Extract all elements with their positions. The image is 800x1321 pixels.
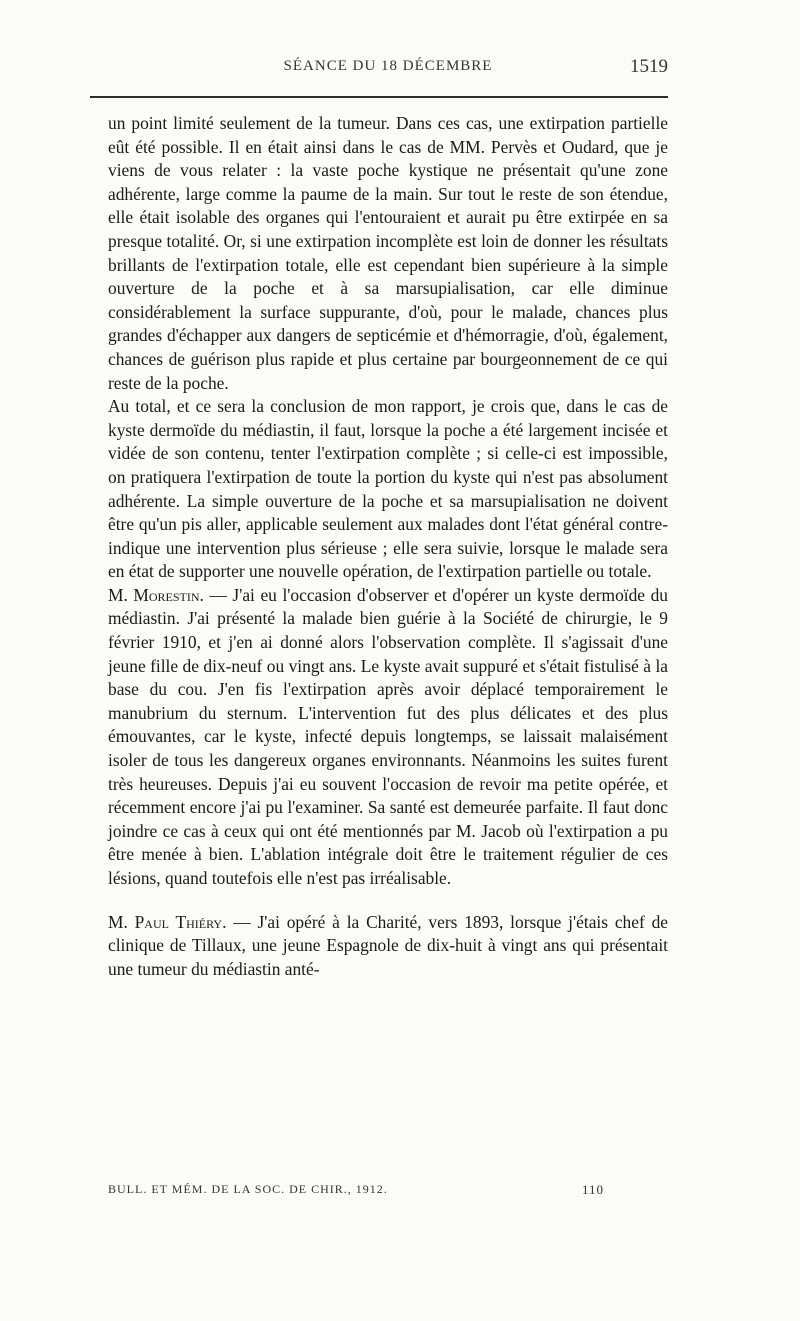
- paragraph-text: un point limité seulement de la tumeur. Dans ces cas, une extirpation partielle eût été possible. Il en était ainsi dans le cas de MM. Pervès et Oudard, que je viens de vous relater : la vaste poche kystique ne présentait qu'une zone adhérente, large comme la paume de la main. Sur tout le reste de son étendue, elle était isolable des organes qui l'entouraient et aurait pu être extirpée en sa presque totalité. Or, si une extirpation incomplète est loin de donner les résultats brillants de l'extirpation totale, elle est cependant bien supérieure à la simple ouverture de la poche et à sa marsupialisation, car elle diminue considérablement la surface suppurante, d'où, pour le malade, chances plus grandes d'échapper aux dangers de septicémie et d'hémorragie, d'où, également, chances de guérison plus rapide et plus certaine par bourgeonnement de ce qui reste de la poche.: [108, 113, 668, 393]
- paragraph-thiery: [108, 911, 668, 982]
- article-body: [108, 112, 668, 981]
- paragraph-morestin: [108, 584, 668, 891]
- page-header: [108, 58, 668, 88]
- header-rule: [90, 96, 668, 98]
- speaker-name: M. Paul Thiéry.: [108, 911, 227, 932]
- paragraph-text: — J'ai opéré à la Charité, vers 1893, lorsque j'étais chef de clinique de Tillaux, une jeune Espagnole de dix-huit à vingt ans qui présentait une tumeur du médiastin anté-: [108, 911, 668, 979]
- running-title: SÉANCE DU 18 DÉCEMBRE: [283, 58, 493, 74]
- bulletin-reference: BULL. ET MÉM. DE LA SOC. DE CHIR., 1912.: [108, 1182, 388, 1196]
- paragraph-conclusion: [108, 395, 668, 584]
- speaker-name: M. Morestin.: [108, 584, 204, 605]
- paragraph-text: — J'ai eu l'occasion d'observer et d'opérer un kyste dermoïde du médiastin. J'ai présenté la malade bien guérie à la Société de chirurgie, le 9 février 1910, et j'en ai donné alors l'observation complète. Il s'agissait d'une jeune fille de dix-neuf ou vingt ans. Le kyste avait suppuré et s'était fistulisé à la base du cou. J'en fis l'extirpation après avoir déplacé temporairement le manubrium du sternum. L'intervention fut des plus délicates et des plus émouvantes, car le kyste, infecté depuis longtemps, se laissait malaisément isoler de tous les dangereux organes environnants. Néanmoins les suites furent très heureuses. Depuis j'ai eu souvent l'occasion de revoir ma petite opérée, et récemment encore j'ai pu l'examiner. Sa santé est demeurée parfaite. Il faut donc joindre ce cas à ceux qui ont été mentionnés par M. Jacob où l'extirpation a pu être menée à bien. L'ablation intégrale doit être le traitement régulier de ces lésions, quand toutefois elle n'est pas irréalisable.: [108, 584, 668, 888]
- page-number: 1519: [630, 56, 668, 77]
- paragraph-text: Au total, et ce sera la conclusion de mon rapport, je crois que, dans le cas de kyste dermoïde du médiastin, il faut, lorsque la poche a été largement incisée et vidée de son contenu, tenter l'extirpation complète ; si celle-ci est impossible, on pratiquera l'extirpation de toute la portion du kyste qui n'est pas absolument adhérente. La simple ouverture de la poche et sa marsupialisation ne doivent être qu'un pis aller, applicable seulement aux malades dont l'état général contre-indique une intervention plus sérieuse ; elle sera suivie, lorsque le malade sera en état de supporter une nouvelle opération, de l'extirpation partielle ou totale.: [108, 396, 668, 582]
- signature-mark: 110: [582, 1182, 605, 1197]
- paragraph-continued: [108, 112, 668, 395]
